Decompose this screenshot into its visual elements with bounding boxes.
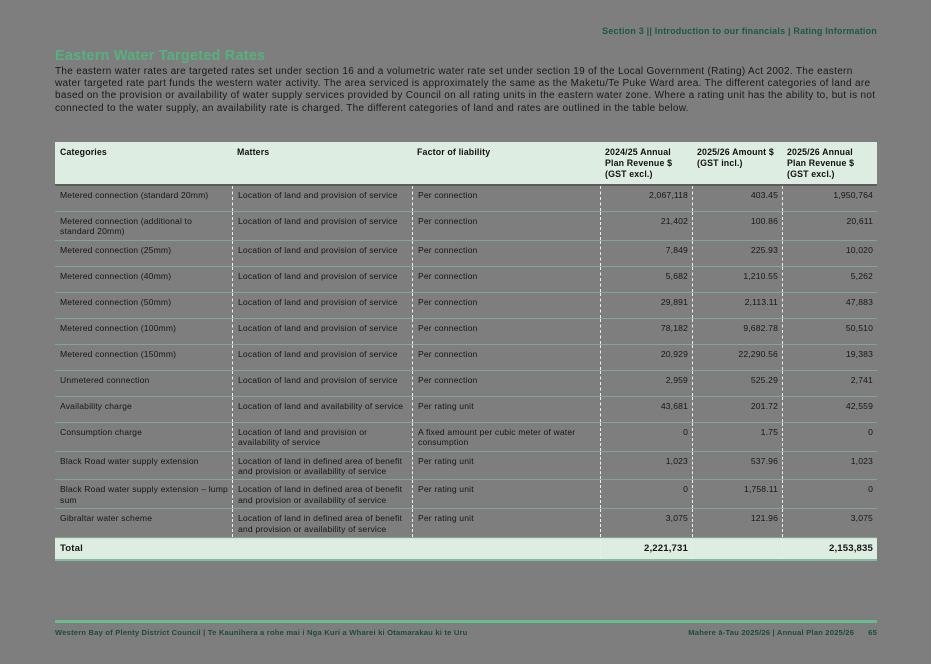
- table-body: [55, 186, 877, 538]
- table-row: [55, 267, 877, 293]
- cell-category: Metered connection (additional to standard 20mm): [60, 216, 193, 237]
- cell-matters: Location of land and provision of service: [232, 293, 412, 318]
- cell-factor: Per connection: [412, 186, 600, 211]
- cell-rev-2025-26: 0: [782, 480, 877, 508]
- cell-rev-2024-25: 21,402: [600, 212, 692, 240]
- table-row: [55, 371, 877, 397]
- cell-category: Metered connection (100mm): [60, 322, 177, 333]
- cell-matters: Location of land and provision of service: [232, 345, 412, 370]
- cell-category: Availability charge: [60, 400, 132, 411]
- cell-rev-2025-26: 5,262: [782, 267, 877, 292]
- cell-matters: Location of land in defined area of benefit and provision or availability of service: [232, 480, 412, 508]
- cell-rev-2024-25: 78,182: [600, 319, 692, 344]
- cell-matters: Location of land in defined area of benefit and provision or availability of service: [232, 452, 412, 480]
- cell-matters: Location of land and provision of service: [232, 267, 412, 292]
- cell-factor: Per rating unit: [412, 480, 600, 508]
- cell-matters: Location of land and provision of service: [232, 212, 412, 240]
- cell-rev-2025-26: 1,023: [782, 452, 877, 480]
- table-row: [55, 423, 877, 452]
- cell-amount-2025-26: 100.86: [692, 212, 782, 240]
- total-rev-2024-25: 2,221,731: [600, 539, 692, 559]
- cell-rev-2025-26: 3,075: [782, 509, 877, 537]
- table-row: [55, 509, 877, 538]
- cell-matters: Location of land and provision or availability of service: [232, 423, 412, 451]
- footer-plan-title: Mahere ā-Tau 2025/26 | Annual Plan 2025/26: [688, 628, 855, 637]
- cell-category: Black Road water supply extension – lump sum: [60, 484, 228, 505]
- cell-category: Consumption charge: [60, 426, 142, 437]
- cell-rev-2025-26: 42,559: [782, 397, 877, 422]
- cell-rev-2024-25: 20,929: [600, 345, 692, 370]
- column-header-2025-26-amount: 2025/26 Amount $ (GST incl.): [697, 147, 774, 168]
- footer-document-name: [688, 628, 877, 637]
- cell-factor: Per connection: [412, 319, 600, 344]
- cell-rev-2024-25: 0: [600, 423, 692, 451]
- table-row: [55, 293, 877, 319]
- cell-amount-2025-26: 9,682.78: [692, 319, 782, 344]
- cell-factor: A fixed amount per cubic meter of water consumption: [412, 423, 600, 451]
- total-rev-2025-26: 2,153,835: [782, 539, 877, 559]
- cell-rev-2024-25: 29,891: [600, 293, 692, 318]
- cell-rev-2024-25: 1,023: [600, 452, 692, 480]
- cell-rev-2025-26: 20,611: [782, 212, 877, 240]
- cell-factor: Per connection: [412, 267, 600, 292]
- cell-factor: Per connection: [412, 293, 600, 318]
- table-row: [55, 319, 877, 345]
- cell-category: Unmetered connection: [60, 374, 150, 385]
- intro-paragraph: The eastern water rates are targeted rates set under section 16 and a volumetric water rate set under section 19 of the Local Government (Rating) Act 2002. The eastern water targeted rate part funds the western water activity. The area serviced is approximately the same as the Maketu/Te Puke Ward area. The different categories of land are based on the provision or availability of water supply services provided by Council on all rating units in the eastern water zone. Where a rating unit has the ability to, but is not connected to the water supply, an availability rate is charged. The different categories of land and rates are outlined in the table below.: [55, 66, 876, 114]
- cell-category: Metered connection (standard 20mm): [60, 190, 209, 200]
- column-header-factor-of-liability: Factor of liability: [417, 147, 491, 157]
- table-row: [55, 397, 877, 423]
- total-label: Total: [60, 543, 83, 555]
- cell-rev-2025-26: 19,383: [782, 345, 877, 370]
- cell-category: Metered connection (25mm): [60, 244, 172, 255]
- table-row: [55, 241, 877, 267]
- cell-rev-2025-26: 47,883: [782, 293, 877, 318]
- total-amount-2025-26: [692, 539, 782, 559]
- cell-factor: Per connection: [412, 371, 600, 396]
- cell-rev-2024-25: 7,849: [600, 241, 692, 266]
- rates-table: [55, 142, 877, 561]
- cell-rev-2025-26: 0: [782, 423, 877, 451]
- cell-rev-2025-26: 2,741: [782, 371, 877, 396]
- cell-amount-2025-26: 22,290.56: [692, 345, 782, 370]
- breadcrumb: Section 3 || Introduction to our financials | Rating Information: [602, 26, 877, 36]
- cell-rev-2024-25: 5,682: [600, 267, 692, 292]
- cell-matters: Location of land and provision of service: [232, 319, 412, 344]
- table-row: [55, 480, 877, 509]
- cell-rev-2024-25: 2,067,118: [600, 186, 692, 211]
- table-header-row: [55, 142, 877, 186]
- cell-amount-2025-26: 121.96: [692, 509, 782, 537]
- cell-category: Black Road water supply extension: [60, 455, 199, 466]
- cell-rev-2025-26: 50,510: [782, 319, 877, 344]
- cell-category: Metered connection (40mm): [60, 270, 172, 281]
- cell-matters: Location of land and provision of service: [232, 241, 412, 266]
- table-row: [55, 212, 877, 241]
- cell-factor: Per connection: [412, 212, 600, 240]
- cell-rev-2024-25: 0: [600, 480, 692, 508]
- cell-factor: Per connection: [412, 241, 600, 266]
- cell-rev-2025-26: 1,950,764: [782, 186, 877, 211]
- cell-factor: Per rating unit: [412, 397, 600, 422]
- cell-category: Metered connection (50mm): [60, 296, 172, 307]
- cell-rev-2025-26: 10,020: [782, 241, 877, 266]
- footer-divider: [55, 620, 877, 623]
- cell-matters: Location of land and provision of service: [232, 371, 412, 396]
- cell-amount-2025-26: 525.29: [692, 371, 782, 396]
- cell-amount-2025-26: 1,210.55: [692, 267, 782, 292]
- page-title: Eastern Water Targeted Rates: [55, 48, 266, 64]
- cell-amount-2025-26: 403.45: [692, 186, 782, 211]
- cell-category: Metered connection (150mm): [60, 348, 177, 359]
- cell-factor: Per rating unit: [412, 509, 600, 537]
- footer: [55, 628, 877, 637]
- cell-rev-2024-25: 2,959: [600, 371, 692, 396]
- table-row: [55, 345, 877, 371]
- cell-rev-2024-25: 3,075: [600, 509, 692, 537]
- table-total-row: [55, 538, 877, 561]
- cell-factor: Per rating unit: [412, 452, 600, 480]
- column-header-2025-26-annual-plan-revenue: 2025/26 Annual Plan Revenue $ (GST excl.): [787, 147, 855, 179]
- cell-amount-2025-26: 1,758.11: [692, 480, 782, 508]
- cell-amount-2025-26: 1.75: [692, 423, 782, 451]
- cell-matters: Location of land in defined area of benefit and provision or availability of service: [232, 509, 412, 537]
- column-header-categories: Categories: [60, 147, 107, 157]
- cell-matters: Location of land and availability of service: [232, 397, 412, 422]
- cell-amount-2025-26: 201.72: [692, 397, 782, 422]
- cell-amount-2025-26: 225.93: [692, 241, 782, 266]
- table-row: [55, 452, 877, 481]
- page-number: 65: [868, 628, 877, 637]
- column-header-matters: Matters: [237, 147, 270, 157]
- cell-rev-2024-25: 43,681: [600, 397, 692, 422]
- cell-factor: Per connection: [412, 345, 600, 370]
- cell-matters: Location of land and provision of service: [232, 186, 412, 211]
- footer-council-name: Western Bay of Plenty District Council | Te Kaunihera a rohe mai i Nga Kuri a Wharei ki Otamarakau ki te Uru: [55, 628, 468, 637]
- cell-amount-2025-26: 2,113.11: [692, 293, 782, 318]
- column-header-2024-25-annual-plan-revenue: 2024/25 Annual Plan Revenue $ (GST excl.): [605, 147, 673, 179]
- table-row: [55, 186, 877, 212]
- cell-category: Gibraltar water scheme: [60, 513, 153, 524]
- cell-amount-2025-26: 537.96: [692, 452, 782, 480]
